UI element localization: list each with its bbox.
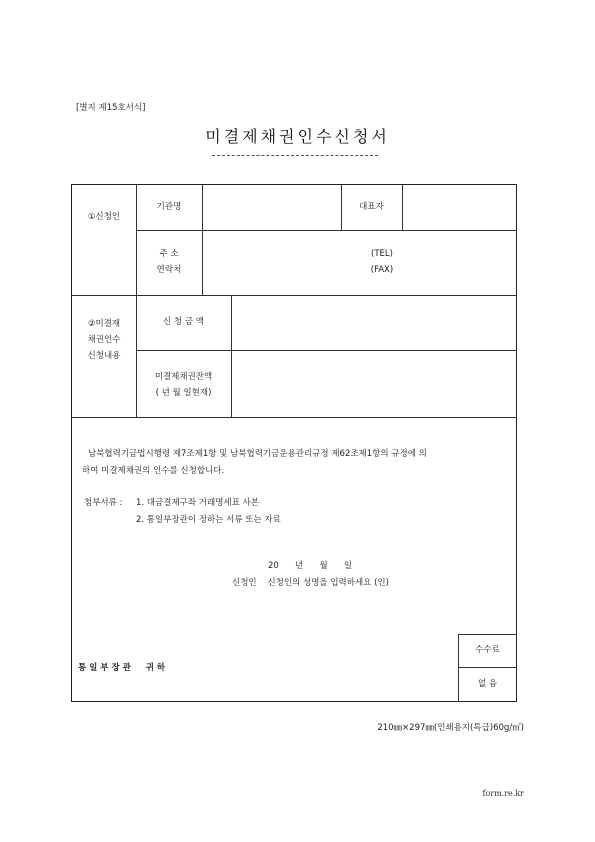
divider-address-column [202,230,203,295]
page-title: 미결제채권인수신청서 [205,127,390,146]
divider-fee-middle [458,667,517,668]
source-watermark: form.re.kr [482,789,524,798]
attachment-item-2: 2. 통일부장관이 정하는 서류 또는 자료 [136,515,281,525]
divider-fee-top [458,634,517,635]
applicant-section-label: ①신청인 [87,212,121,222]
statement-line-1: 남북협력기금법시행령 제7조제1항 및 남북협력기금운용관리규정 제62조제1항의 규정에 의 [88,449,427,459]
date-line[interactable]: 20 년 월 일 [268,561,353,571]
divider-claim-row [136,350,517,351]
divider-rep-column-right [402,185,403,230]
tel-field[interactable]: (TEL) [371,249,393,259]
address-label: 주 소 [159,249,179,259]
statement-line-2: 하여 미결제채권의 인수를 신청합니다. [82,466,225,476]
divider-claim-column [231,295,232,417]
title-underline [212,155,378,156]
recipient-line: 통 일 부 장 관 귀 하 [78,663,166,673]
signer-line[interactable]: 신청인 신청인의 성명을 입력하세요 (인) [232,578,389,588]
attachments-label: 첨부서류 : [84,498,123,508]
application-form [71,184,517,702]
divider-applicant-row [136,230,517,231]
form-number-label: [별지 제15호서식] [76,103,146,113]
claim-section-label-3: 신청내용 [87,351,121,361]
fax-field[interactable]: (FAX) [370,265,394,275]
claim-section-label-2: 채권인수 [87,335,121,345]
representative-label: 대표자 [359,202,384,212]
fee-value: 없 음 [477,679,498,689]
paper-spec-label: 210㎜×297㎜(인쇄용지(특급)60g/㎡) [377,723,524,733]
attachment-item-1: 1. 대금결제구좌 거래명세표 사본 [136,498,259,508]
fee-label: 수수료 [475,645,500,655]
divider-applicant-end [72,295,517,296]
balance-label: 미결제채권잔액 [154,372,213,382]
claim-section-label-1: ②미결재 [87,319,121,329]
contact-label: 연락처 [156,265,182,275]
org-name-label: 기관명 [156,202,182,212]
divider-claim-end [72,417,517,418]
amount-label: 신 청 금 액 [163,317,204,327]
balance-date-label: ( 년 월 일현재) [155,388,212,398]
divider-orgname-column [202,185,203,230]
